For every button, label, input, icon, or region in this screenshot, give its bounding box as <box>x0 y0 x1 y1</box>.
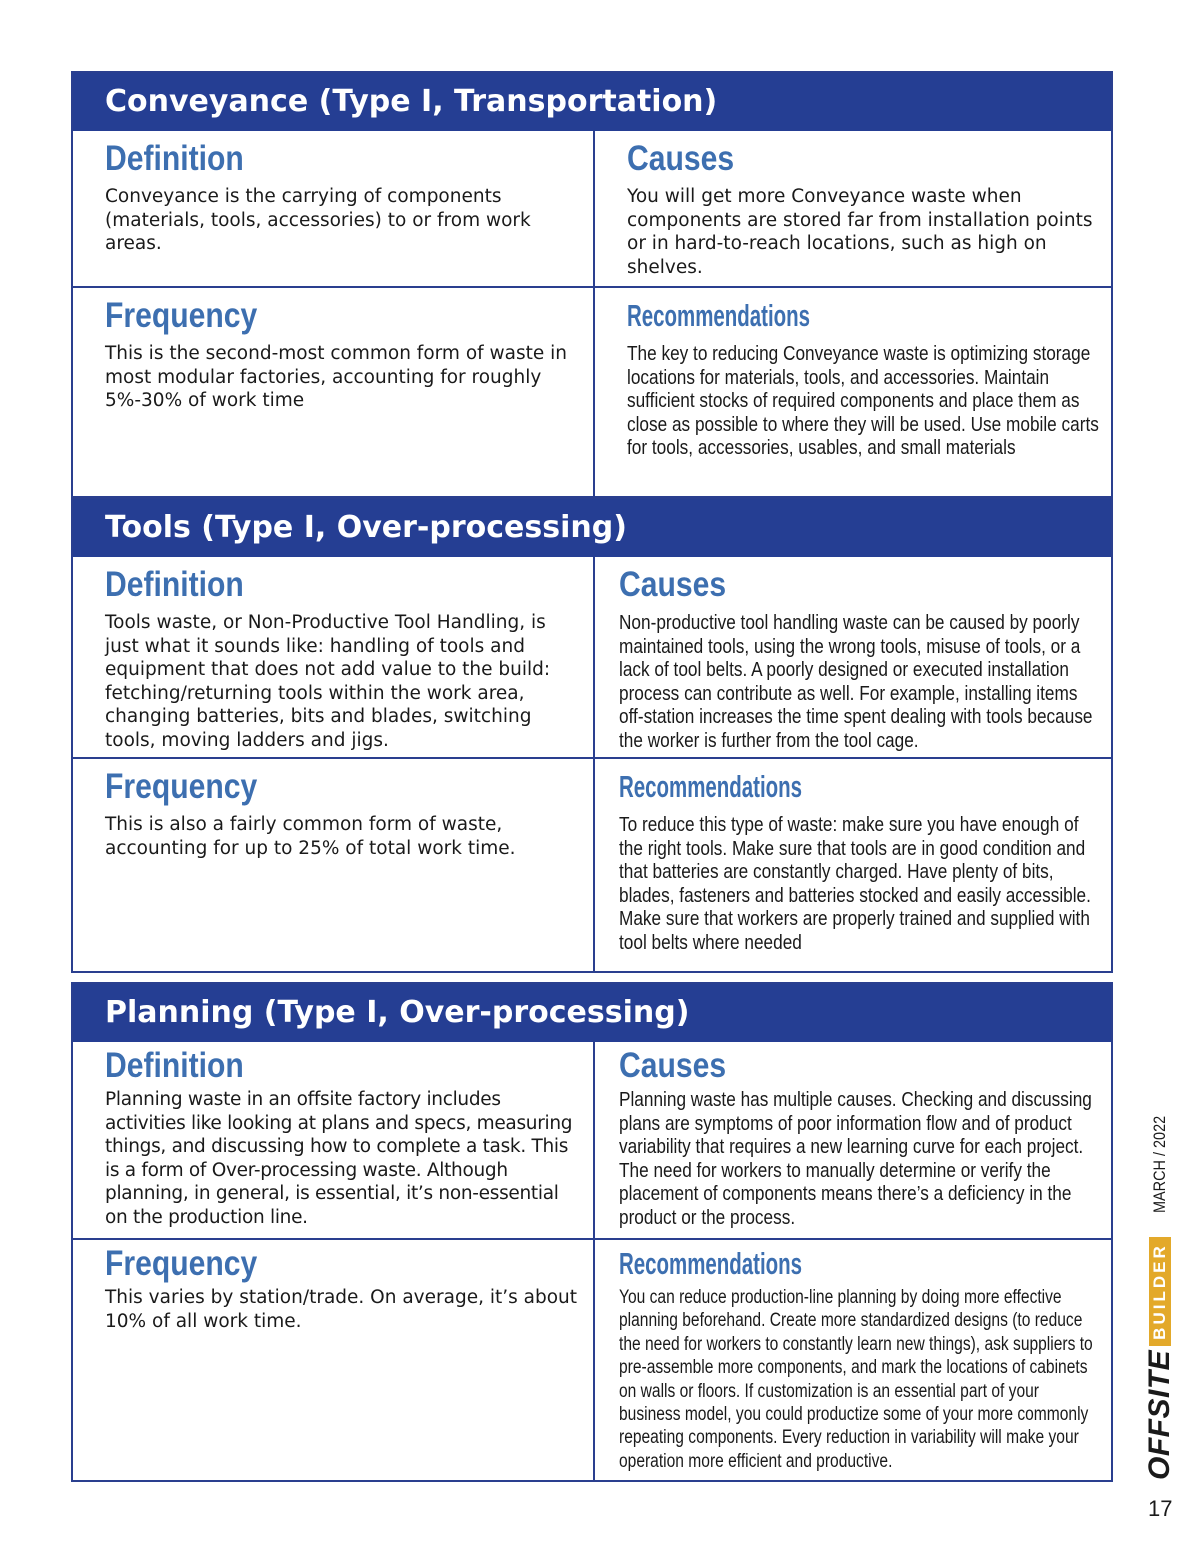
section-title: Conveyance (Type I, Transportation) <box>73 73 1111 131</box>
causes-cell <box>593 1042 1111 1238</box>
definition-cell <box>73 557 593 757</box>
recommendations-heading: Recommendations <box>619 769 803 804</box>
definition-cell <box>73 1042 593 1238</box>
frequency-heading: Frequency <box>105 296 258 335</box>
frequency-cell <box>73 288 593 496</box>
recommendations-heading: Recommendations <box>627 298 811 333</box>
section-title: Planning (Type I, Over-processing) <box>73 984 1111 1042</box>
recommendations-text: The key to reducing Conveyance waste is optimizing storage locations for materials, tools, and accessories. Maintain sufficient stocks of required components and place them as close as possible to where they will be used. Use mobile carts for tools, accessories, usables, and small materials <box>627 342 1099 459</box>
causes-text: You will get more Conveyance waste when components are stored far from installation points or in hard-to-reach locations, such as high on shelves. <box>627 186 1093 278</box>
frequency-heading: Frequency <box>105 1244 258 1283</box>
section-conveyance <box>71 71 1113 498</box>
brand-logo-sub: BUILDER <box>1149 1237 1171 1346</box>
definition-text: Planning waste in an offsite factory includes activities like looking at plans and specs, measuring things, and discussing how to complete a task. This is a form of Over-processing waste. Although planning, in general, is essential, it’s non-essential on the production line. <box>105 1089 573 1228</box>
frequency-text: This varies by station/trade. On average, it’s about 10% of all work time. <box>105 1287 578 1332</box>
section-planning <box>71 982 1113 1482</box>
definition-heading: Definition <box>105 1046 244 1085</box>
frequency-heading: Frequency <box>105 767 258 806</box>
definition-heading: Definition <box>105 139 244 178</box>
definition-cell <box>73 131 593 286</box>
recommendations-text: To reduce this type of waste: make sure you have enough of the right tools. Make sure that tools are in good condition and that batteries are constantly charged. Have plenty of bits, blades, fasteners and batteries stocked and easily accessible. Make sure that workers are properly trained and supplied with tool belts where needed <box>619 813 1091 954</box>
issue-date: MARCH / 2022 <box>1150 1116 1169 1214</box>
causes-heading: Causes <box>627 139 735 178</box>
magazine-sidebar <box>1140 1116 1180 1490</box>
section-tools <box>71 497 1113 973</box>
recommendations-heading: Recommendations <box>619 1246 803 1281</box>
definition-text: Tools waste, or Non-Productive Tool Handling, is just what it sounds like: handling of tools and equipment that does not add value to the build: fetching/returning tools within the work area, changing batteries, bits and blades, switching tools, moving ladders and jigs. <box>105 612 551 751</box>
definition-heading: Definition <box>105 565 244 604</box>
recommendations-cell <box>593 1240 1111 1480</box>
recommendations-cell <box>593 288 1111 496</box>
definition-text: Conveyance is the carrying of components (materials, tools, accessories) to or from work areas. <box>105 186 531 254</box>
causes-text: Non-productive tool handling waste can be caused by poorly maintained tools, using the wrong tools, misuse of tools, or a lack of tool belts. A poorly designed or executed installation process can contribute as well. For example, installing items off-station increases the time spent dealing with tools because the worker is further from the tool cage. <box>619 611 1093 752</box>
causes-cell <box>593 557 1111 757</box>
causes-heading: Causes <box>619 1046 727 1085</box>
causes-cell <box>593 131 1111 286</box>
frequency-text: This is the second-most common form of waste in most modular factories, accounting for roughly 5%-30% of work time <box>105 343 568 411</box>
recommendations-text: You can reduce production-line planning by doing more effective planning beforehand. Create more standardized designs (to reduce the need for workers to constantly learn new things), ask suppliers to pre-assemble more components, and mark the locations of cabinets on walls or floors. If customization is an essential part of your business model, you could productize some of your more commonly repeating components. Every reduction in variability will make your operation more efficient and productive. <box>619 1287 1093 1472</box>
causes-text: Planning waste has multiple causes. Checking and discussing plans are symptoms of poor information flow and of product variability that requires a new learning curve for each project. The need for workers to manually determine or verify the placement of components means there’s a deficiency in the product or the process. <box>619 1088 1092 1229</box>
frequency-cell <box>73 759 593 971</box>
brand-logo-main: OFFSITE <box>1143 1349 1176 1480</box>
section-title: Tools (Type I, Over-processing) <box>73 499 1111 557</box>
frequency-cell <box>73 1240 593 1480</box>
causes-heading: Causes <box>619 565 727 604</box>
page-number: 17 <box>1148 1496 1173 1521</box>
frequency-text: This is also a fairly common form of waste, accounting for up to 25% of total work time. <box>105 814 516 859</box>
recommendations-cell <box>593 759 1111 971</box>
